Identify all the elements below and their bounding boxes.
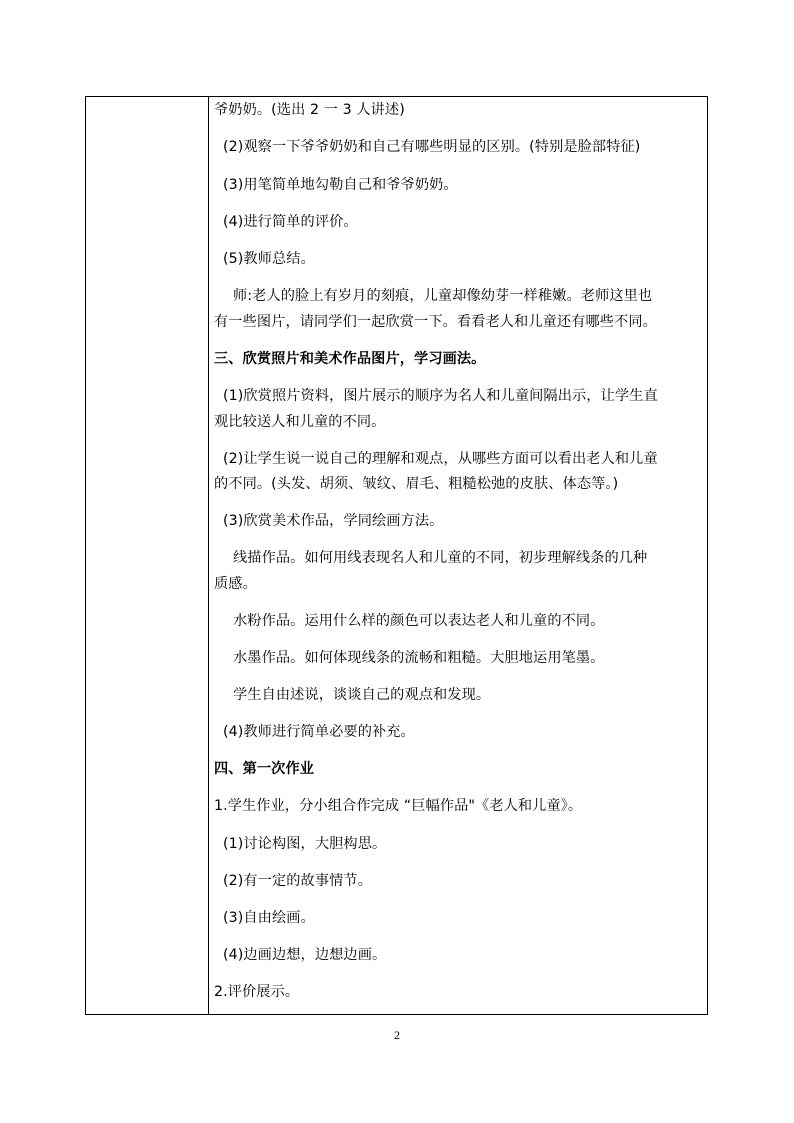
text-line: (4)教师进行简单必要的补充。 bbox=[223, 724, 415, 740]
text-line: 的不同。(头发、胡须、皱纹、眉毛、粗糙松弛的皮肤、体态等。) bbox=[214, 476, 619, 492]
text-line: 有一些图片，请同学们一起欣赏一下。看看老人和儿童还有哪些不同。 bbox=[214, 314, 657, 330]
text-line: 线描作品。如何用线表现名人和儿童的不同，初步理解线条的几种 bbox=[233, 550, 648, 566]
page-number: 2 bbox=[394, 1028, 400, 1042]
text-line: (3)自由绘画。 bbox=[223, 910, 315, 926]
text-line: (3)欣赏美术作品，学同绘画方法。 bbox=[223, 513, 444, 529]
text-line: (2)观察一下爷爷奶奶和自己有哪些明显的区别。(特别是脸部特征) bbox=[223, 139, 641, 155]
text-line: 师:老人的脸上有岁月的刻痕，儿童却像幼芽一样稚嫩。老师这里也 bbox=[233, 288, 653, 304]
lesson-table bbox=[85, 96, 708, 1015]
text-line: 学生自由述说，谈谈自己的观点和发现。 bbox=[233, 687, 491, 703]
text-line: 1.学生作业，分小组合作完成 “巨幅作品"《老人和儿童》。 bbox=[214, 798, 583, 814]
text-line: (3)用笔简单地勾勒自己和爷爷奶奶。 bbox=[223, 177, 458, 193]
text-line: (2)让学生说一说自己的理解和观点，从哪些方面可以看出老人和儿童 bbox=[223, 451, 658, 467]
text-line: 水粉作品。运用什么样的颜色可以表达老人和儿童的不同。 bbox=[233, 613, 605, 629]
text-line: (2)有一定的故事情节。 bbox=[223, 873, 372, 889]
section-heading: 三、欣赏照片和美术作品图片，学习画法。 bbox=[214, 351, 486, 367]
text-line: 爷奶奶。(选出 2 一 3 人讲述) bbox=[214, 102, 405, 118]
text-line: (1)讨论构图，大胆构思。 bbox=[223, 836, 387, 852]
text-line: (1)欣赏照片资料，图片展示的顺序为名人和儿童间隔出示，让学生直 bbox=[223, 388, 658, 404]
text-line: (4)进行简单的评价。 bbox=[223, 214, 358, 230]
text-line: 观比较送人和儿童的不同。 bbox=[214, 414, 386, 430]
column-divider bbox=[208, 97, 209, 1014]
text-line: 质感。 bbox=[214, 576, 257, 592]
text-line: 水墨作品。如何体现线条的流畅和粗糙。大胆地运用笔墨。 bbox=[233, 650, 605, 666]
section-heading: 四、第一次作业 bbox=[214, 761, 315, 777]
text-line: 2.评价展示。 bbox=[214, 984, 300, 1000]
text-line: (5)教师总结。 bbox=[223, 251, 315, 267]
text-line: (4)边画边想，边想边画。 bbox=[223, 947, 387, 963]
